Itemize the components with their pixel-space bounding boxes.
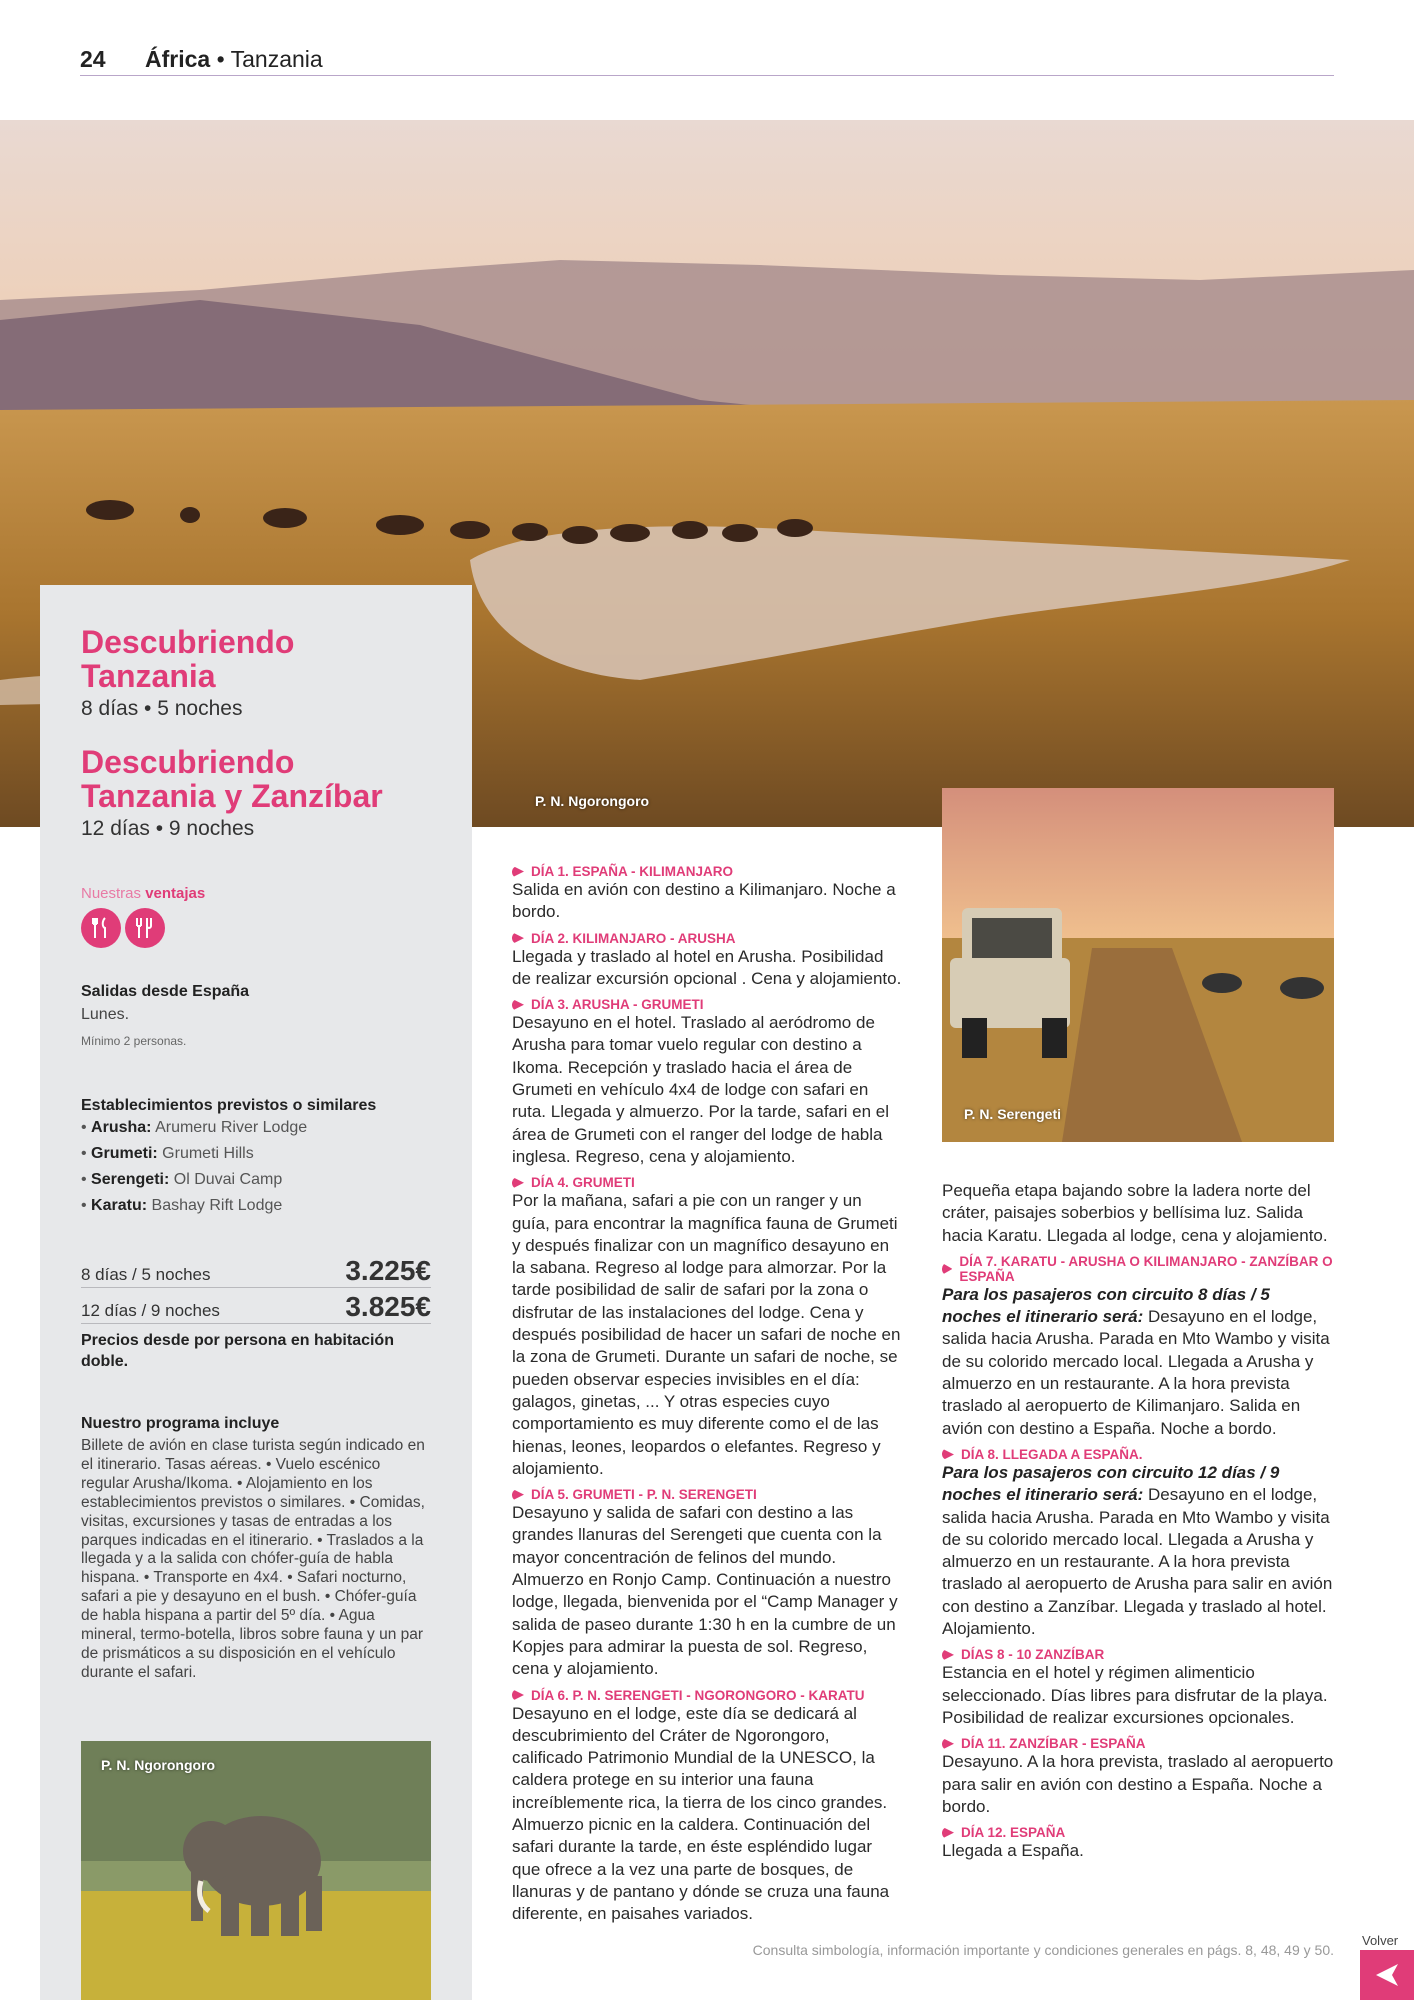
day-heading — [942, 1254, 1334, 1284]
bullet-arrow-icon — [512, 932, 524, 944]
establishments-heading: Establecimientos previstos o similares — [81, 1097, 377, 1114]
day-heading-text: DÍA 7. KARATU - ARUSHA O KILIMANJARO - ZANZÍBAR O ESPAÑA — [959, 1253, 1333, 1284]
day-text: Desayuno en el lodge, este día se dedicará al descubrimiento del Cráter de Ngorongoro, calificado Patrimonio Mundial de la UNESCO, la caldera protege en su interior una fauna increíblemente rica, la tierra de los cinco grandes. Almuerzo picnic en la caldera. Continuación del safari durante la tarde, en éste espléndido lugar que ofrece a la vez una parte de bosques, de llanuras y de pantano y dónde se cruza una fauna diferente, en paisahes variados. — [512, 1703, 890, 1924]
day-heading-text: DÍAS 8 - 10 ZANZÍBAR — [961, 1647, 1105, 1663]
back-button[interactable] — [1360, 1950, 1414, 2000]
day-text — [942, 1840, 1334, 1862]
serengeti-photo — [942, 788, 1334, 1142]
day-body: Estancia en el hotel y régimen alimenticio seleccionado. Días libres para disfrutar de la playa. Posibilidad de realizar excursiones opcionales. — [942, 1663, 1328, 1727]
day-heading-text: DÍA 12. ESPAÑA — [961, 1825, 1066, 1841]
elephant-photo — [81, 1741, 431, 2000]
trip-summary-sidebar — [40, 585, 472, 2000]
day-note: Para los pasajeros con circuito 12 días / 9 noches el itinerario será: — [942, 1462, 1280, 1505]
country-label: Tanzania — [230, 46, 323, 72]
ventajas-icons — [81, 908, 165, 948]
list-item: • Serengeti: Ol Duvai Camp — [81, 1171, 283, 1188]
includes-text: Billete de avión en clase turista según indicado en el itinerario. Tasas aéreas. • Vuelo escénico regular Arusha/Ikoma. • Alojamiento en los establecimientos previstos o similares. • Comidas, visitas, excursiones y tasas de entradas a los parques indicadas en el itinerario. • Traslados a la llegada y a la salida con chófer-guía de habla hispana. • Transporte en 4x4. • Safari nocturno, safari a pie y desayuno en el bush. • Chófer-guía de habla hispana a partir del 5º día. • Agua mineral, termo-botella, libros sobre fauna y un par de prismáticos a su disposición en el vehículo durante el safari. — [81, 1437, 425, 1681]
price-row — [81, 1288, 431, 1324]
price-label: 8 días / 5 noches — [81, 1265, 211, 1284]
estab-place: Arusha: — [91, 1119, 152, 1136]
list-item: • Karatu: Bashay Rift Lodge — [81, 1197, 283, 1214]
trip-title-1: Descubriendo Tanzania — [81, 624, 295, 694]
day-heading — [512, 864, 904, 879]
establishments-list — [81, 1115, 431, 1219]
day-text — [942, 1751, 1334, 1818]
salidas-heading: Salidas desde España — [81, 983, 250, 1000]
trip-titles — [81, 625, 431, 841]
day-text: Salida en avión con destino a Kilimanjaro. Noche a bordo. — [512, 880, 896, 922]
list-item: • Grumeti: Grumeti Hills — [81, 1145, 254, 1162]
page-number: 24 — [80, 46, 106, 72]
day-body: Llegada a España. — [942, 1841, 1084, 1861]
trip-title-2: Descubriendo Tanzania y Zanzíbar — [81, 744, 383, 814]
day-text — [942, 1462, 1334, 1640]
salidas-section — [81, 983, 431, 1048]
day-heading — [512, 997, 904, 1012]
bullet-arrow-icon — [512, 999, 524, 1011]
price-value: 3.225€ — [345, 1255, 431, 1286]
list-item: • Arusha: Arumeru River Lodge — [81, 1119, 308, 1136]
day-text: Llegada y traslado al hotel en Arusha. Posibilidad de realizar excursión opcional . Cena y alojamiento. — [512, 946, 902, 988]
price-note: Precios desde por persona en habitación doble. — [81, 1332, 394, 1370]
ventajas-label — [81, 885, 205, 902]
estab-lodge: Arumeru River Lodge — [155, 1119, 308, 1136]
day-heading-text: DÍA 11. ZANZÍBAR - ESPAÑA — [961, 1736, 1146, 1752]
day-text — [942, 1284, 1334, 1440]
trip-duration-1: 8 días • 5 noches — [81, 697, 243, 720]
minimo-text: Mínimo 2 personas. — [81, 1034, 187, 1048]
serengeti-caption: P. N. Serengeti — [964, 1106, 1062, 1122]
day-body: Desayuno en el lodge, salida hacia Arusha. Parada en Mto Wambo y visita de su colorido mercado local. Llegada a Arusha y almuerzo en un restaurante. A la hora prevista traslado al aeropuerto de Arusha para salir en avión con destino a Zanzíbar. Llegada y traslado al hotel. Alojamiento. — [942, 1485, 1333, 1639]
bullet-arrow-icon — [512, 866, 524, 878]
day-text: Por la mañana, safari a pie con un ranger y un guía, para encontrar la magnífica fauna de Grumeti y después finalizar con un magnífico desayuno en la sabana. Regreso al lodge para almorzar. Por la tarde posibilidad de salir de safari por la zona o disfrutar de las instalaciones del lodge. Cena y después posibilidad de hacer un safari de noche en la zona de Grumeti. Durante un safari de noche, se pueden observar especies invisibles en el día: galagos, ginetas, ... Y otras especies cuyo comportamiento es muy diferente como el de las hienas, leones, leopardos o elefantes. Regreso y alojamiento. — [512, 1191, 901, 1478]
bullet-arrow-icon — [942, 1827, 954, 1839]
bullet-arrow-icon — [942, 1263, 952, 1275]
bullet-arrow-icon — [512, 1489, 524, 1501]
day-heading — [512, 1688, 904, 1703]
itinerary-column-2 — [942, 1180, 1334, 1862]
day-heading-text: DÍA 4. GRUMETI — [531, 1175, 635, 1191]
day-heading — [512, 931, 904, 946]
all-inclusive-icon — [125, 908, 165, 948]
estab-lodge: Bashay Rift Lodge — [151, 1197, 283, 1214]
day-heading-text: DÍA 5. GRUMETI - P. N. SERENGETI — [531, 1487, 757, 1503]
day-heading — [942, 1825, 1334, 1840]
day-text: Desayuno y salida de safari con destino a las grandes llanuras del Serengeti que cuenta con la mayor concentración de felinos del mundo. Almuerzo en Ronjo Camp. Continuación a nuestro lodge, llegada, bienvenida por el “Camp Manager y salida de paseo durante 1:30 h en la cumbre de un Kopjes para admirar la puesta de sol. Regreso, cena y alojamiento. — [512, 1503, 898, 1679]
elephant-caption: P. N. Ngorongoro — [101, 1757, 216, 1773]
price-row — [81, 1252, 431, 1288]
breadcrumb: África • Tanzania — [145, 46, 323, 72]
day-heading — [942, 1447, 1334, 1462]
page-header — [80, 44, 1334, 76]
bullet-arrow-icon — [942, 1448, 954, 1460]
day-heading — [512, 1175, 904, 1190]
day-body: Desayuno. A la hora prevista, traslado al aeropuerto para salir en avión con destino a España. Noche a bordo. — [942, 1752, 1334, 1816]
day-heading — [942, 1736, 1334, 1751]
itinerary-column-1 — [512, 864, 904, 1925]
includes-heading: Nuestro programa incluye — [81, 1415, 280, 1432]
estab-lodge: Grumeti Hills — [162, 1145, 254, 1162]
price-label: 12 días / 9 noches — [81, 1301, 220, 1320]
bullet-arrow-icon — [512, 1177, 524, 1189]
day-text — [942, 1662, 1334, 1729]
estab-place: Grumeti: — [91, 1145, 158, 1162]
day-body: Desayuno en el lodge, salida hacia Arusha. Parada en Mto Wambo y visita de su colorido mercado local. Llegada a Arusha y almuerzo en un restaurante. A la hora prevista traslado al aeropuerto de Kilimanjaro. Salida en avión con destino a España. Noche a bordo. — [942, 1307, 1330, 1438]
day-heading — [942, 1647, 1334, 1662]
meals-icon — [81, 908, 121, 948]
region-label: África — [145, 46, 211, 72]
day-heading-text: DÍA 2. KILIMANJARO - ARUSHA — [531, 930, 736, 946]
day-heading — [512, 1487, 904, 1502]
salidas-text: Lunes. — [81, 1006, 130, 1023]
ventajas-bold: ventajas — [145, 885, 206, 902]
day-heading-text: DÍA 8. LLEGADA A ESPAÑA. — [961, 1446, 1143, 1462]
day-text: Pequeña etapa bajando sobre la ladera norte del cráter, paisajes soberbios y bellísima luz. Salida hacia Karatu. Llegada al lodge, cena y alojamiento. — [942, 1181, 1328, 1245]
bullet-arrow-icon — [942, 1649, 954, 1661]
footer-note: Consulta simbología, información importante y condiciones generales en págs. 8, 48, 49 y 50. — [752, 1942, 1334, 1958]
hero-caption: P. N. Ngorongoro — [535, 793, 650, 809]
back-arrow-icon — [1372, 1960, 1402, 1990]
day-heading-text: DÍA 1. ESPAÑA - KILIMANJARO — [531, 864, 734, 879]
ventajas-prefix: Nuestras — [81, 885, 142, 902]
volver-label[interactable]: Volver — [1362, 1933, 1399, 1948]
establishments-section — [81, 1097, 431, 1219]
bullet-arrow-icon — [942, 1738, 954, 1750]
bullet-arrow-icon — [512, 1689, 524, 1701]
estab-place: Serengeti: — [91, 1171, 170, 1188]
estab-place: Karatu: — [91, 1197, 148, 1214]
day-heading-text: DÍA 6. P. N. SERENGETI - NGORONGORO - KARATU — [531, 1687, 865, 1703]
day-note: Para los pasajeros con circuito 8 días / 5 noches el itinerario será: — [942, 1284, 1270, 1327]
price-value: 3.825€ — [345, 1291, 431, 1322]
estab-lodge: Ol Duvai Camp — [173, 1171, 283, 1188]
day-text: Desayuno en el hotel. Traslado al aeródromo de Arusha para tomar vuelo regular con destino a Ikoma. Recepción y traslado hacia el área de Grumeti en vehículo 4x4 de lodge con safari en ruta. Llegada y almuerzo. Por la tarde, safari en el área de Grumeti con el ranger del lodge de habla inglesa. Regreso, cena y alojamiento. — [512, 1013, 890, 1166]
day-heading-text: DÍA 3. ARUSHA - GRUMETI — [531, 997, 704, 1013]
trip-duration-2: 12 días • 9 noches — [81, 817, 255, 840]
